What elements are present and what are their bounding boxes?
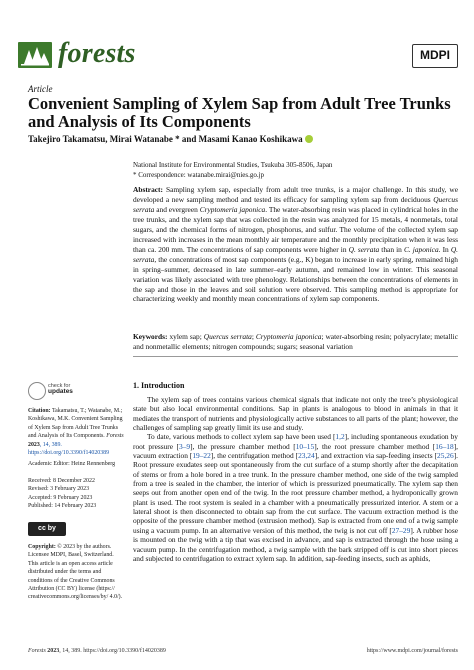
correspondence: * Correspondence: watanabe.mirai@nies.go.jp (133, 171, 265, 179)
copyright-block (28, 543, 125, 602)
academic-editor: Academic Editor: Heinz Rennenberg (28, 461, 116, 467)
orcid-icon[interactable] (305, 135, 313, 143)
citation-link[interactable]: 1,2 (335, 432, 345, 442)
publisher-logo[interactable]: MDPI (412, 44, 458, 68)
text: ], the root pressure chamber method [ (314, 441, 436, 451)
citation-doi-link[interactable]: , 14, 389. https://doi.org/10.3390/f14020389 (28, 441, 110, 457)
species-name: Cryptomeria japonica (199, 204, 266, 214)
abstract (133, 185, 458, 304)
authors-text: Takejiro Takamatsu, Mirai Watanabe * and Masami Kanao Koshikawa (28, 134, 303, 144)
accepted-date: Accepted: 9 February 2023 (28, 494, 93, 501)
divider (133, 356, 458, 357)
citation-block (28, 407, 125, 457)
footer-citation (28, 648, 166, 654)
text: ]. Root pressure exudates seep out spontaneously from the cut surface of a stump shortly after the decapitation of stems or from a hole bored in a tree trunk. In the pressure chamber method, one side of the twig sampled from a tree is sealed in the chamber, the interior of which is pressurized pneumatically. The xylem sap then seeps out from another open end of the twig. In the root pressure chamber method, a hydroponically grown plant is used. The root system is sealed in a chamber with a pneumatically pressurized interior. A stem or a lateral shoot is then disconnected to obtain sap from the cut surface. The vacuum extraction method is the opposite of the pressure chamber method (extrusion method). Sap is extracted from one end of a twig sample using a vacuum pump. In an alternative version of this method, the twig is not cut off [ (133, 451, 458, 535)
species-name: Q. serrata (133, 244, 458, 264)
citation-year: 2023 (28, 441, 40, 448)
species-name: Cryptomeria japonica (255, 332, 322, 341)
abstract-text: and evergreen (154, 204, 200, 214)
keywords-label: Keywords: (133, 332, 168, 341)
text: ], vacuum extraction [ (133, 441, 458, 461)
check-line-1: check for (48, 383, 71, 389)
abstract-text: . The water-absorbing resin was placed in cylindrical holes in the tree trunks, and the xylem sap that was collected in the resin was analyzed for 15 metals, 4 nonmetals, total sugars, and the chemical forms of nitrogen, phosphorus, and sulfur. The volume of the collected xylem sap increased with increases in the mean monthly air temperature and the monthly precipitation when it was less than ca. 200 mm. The concentrations of sap components were higher in (133, 204, 459, 254)
paragraph (133, 432, 458, 563)
citation-link[interactable]: 25,26 (437, 451, 454, 461)
species-name: Quercus serrata (203, 332, 252, 341)
abstract-text: , the concentrations of most sap components (e.g., K) began to increase in early spring, remained high in spring–summer, decreased in late summer–early autumn, and remained low in winter. This seasonal variation was likely associated with tree phenology. Relationships between the concentrations of elements in the sap and those in the leaves and soil solution were observed. This sampling method is appropriate for characterizing weekly and monthly mean concentrations of xylem sap components. (133, 254, 458, 304)
text: ]. A rubber hose is mounted on the twig with a tip that was excised in advance, and sap is extracted through the hose using a vacuum pump. In the centrifugation method, a twig sample with the bark stripped off is cut into short pieces and subjected to centrifugation to extract xylem sap. In addition, sap-feeding insects, such as aphids, (133, 525, 458, 563)
affiliation-block (133, 160, 463, 180)
published-date: Published: 14 February 2023 (28, 503, 97, 510)
keywords-text: xylem sap; (167, 332, 204, 341)
citation-link[interactable]: 19–22 (192, 451, 211, 461)
check-updates-label (48, 383, 98, 395)
journal-logo (18, 42, 52, 68)
citation-link[interactable]: 16–18 (435, 441, 454, 451)
keywords-text: ; water-absorbing resin; polyacrylate; metallic and nonmetallic elements; nitrogen compounds; sugars; seasonal variation (133, 332, 458, 351)
affiliation: National Institute for Environmental Studies, Tsukuba 305-8506, Japan (133, 161, 333, 169)
footer-year: 2023 (45, 648, 60, 654)
citation-link[interactable]: 3–9 (179, 441, 191, 451)
journal-name[interactable]: forests (58, 38, 136, 69)
abstract-text: . In (438, 244, 451, 254)
footer-journal-url[interactable]: https://www.mdpi.com/journal/forests (366, 648, 458, 654)
citation-link[interactable]: 27–29 (391, 525, 411, 535)
paper-title: Convenient Sampling of Xylem Sap from Adult Tree Trunks and Analysis of Its Components (28, 94, 451, 131)
received-date: Received: 8 December 2022 (28, 478, 95, 484)
keywords-text: ; (251, 332, 256, 341)
check-for-updates-badge[interactable] (28, 382, 73, 405)
check-updates-icon (28, 382, 46, 400)
abstract-text: Sampling xylem sap, especially from adult tree trunks, is a major challenge. In this study, we developed a new sampling method and tested its efficacy for sampling xylem sap from deciduous (133, 185, 458, 204)
footer-doi[interactable]: , 14, 389. https://doi.org/10.3390/f14020389 (59, 648, 166, 654)
citation-link[interactable]: 23,24 (298, 451, 315, 461)
dates-block (28, 477, 125, 511)
author-list (28, 134, 458, 144)
tree-icon (18, 42, 52, 68)
text: ], the centrifugation method [ (210, 451, 299, 461)
text: ], the pressure chamber method [ (190, 441, 296, 451)
citation-link[interactable]: 10–15 (295, 441, 315, 451)
citation-journal: Forests (106, 433, 124, 440)
revised-date: Revised: 3 February 2023 (28, 486, 90, 493)
species-name: C. japonica (403, 244, 439, 254)
introduction-body (133, 395, 458, 563)
text: To date, various methods to collect xylem sap have been used [ (147, 432, 336, 442)
text: ], and extraction via sap-feeding insects [ (314, 451, 438, 461)
cc-by-license-badge[interactable]: cc by (28, 522, 66, 536)
citation-text: Takamatsu, T.; Watanabe, M.; Koshikawa, M.K. Convenient Sampling of Xylem Sap from Adult Tree Trunks and Analysis of Its Components. (28, 408, 123, 440)
copyright-text: © 2023 by the authors. Licensee MDPI, Basel, Switzerland. This article is an open access article distributed under the terms and conditions of the Creative Commons Attribution (CC BY) license (https:// creativecommons.org/licenses/by/ 4.0/). (28, 544, 123, 601)
keywords (133, 332, 458, 352)
citation-label: Citation: (28, 408, 51, 414)
section-title: 1. Introduction (133, 381, 185, 390)
footer-journal: Forests (28, 648, 46, 654)
copyright-label: Copyright: (28, 544, 56, 550)
species-name: Quercus serrata (133, 194, 458, 214)
abstract-text: than in (379, 244, 404, 254)
species-name: Q. serrata (348, 244, 380, 254)
check-line-2: updates (48, 388, 73, 395)
article-type: Article (28, 84, 53, 94)
abstract-label: Abstract: (133, 185, 163, 194)
text: ], including spontaneous exudation by root pressure [ (133, 432, 458, 451)
paragraph: The xylem sap of trees contains various chemical signals that indicate not only the tree’s physiological state but also local environmental conditions. Sap in plants is analogous to blood in animals in that it mediates the transport of nutrients and physiologically active substances to all parts of the plant; however, the challenges of sampling sap greatly limit its use and study. (133, 395, 458, 433)
